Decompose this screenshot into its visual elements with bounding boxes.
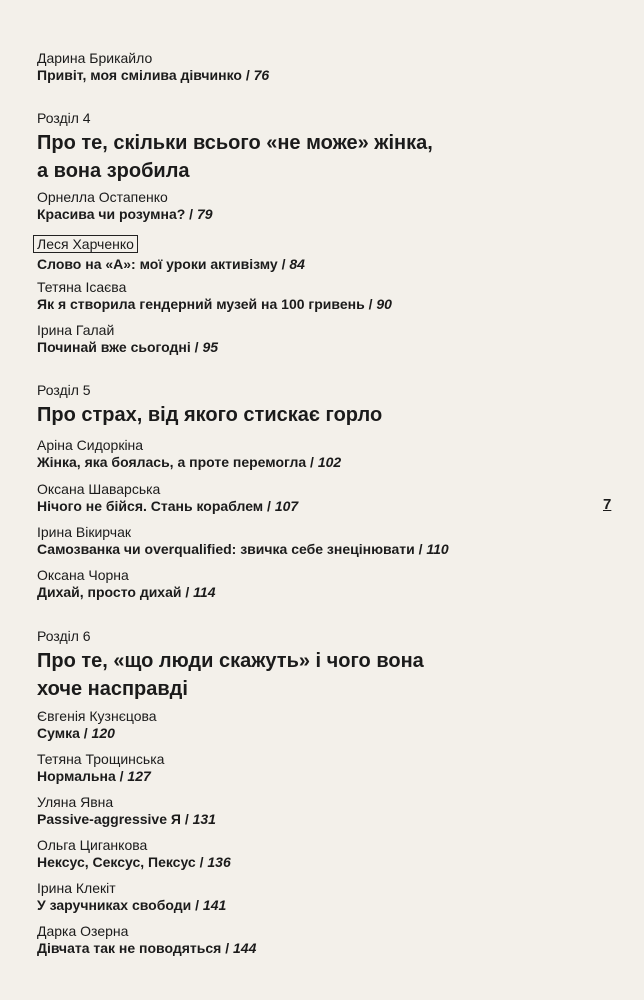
entry-title: Нічого не бійся. Стань кораблем / 107 xyxy=(37,498,299,514)
entry-author: Уляна Явна xyxy=(37,794,114,810)
entry-author: Аріна Сидоркіна xyxy=(37,437,144,453)
entry-title: Самозванка чи overqualified: звичка себе знецінювати / 110 xyxy=(37,541,449,557)
entry-author: Дарина Брикайло xyxy=(37,50,153,66)
toc-entry xyxy=(37,880,226,914)
entry-page: 141 xyxy=(202,897,227,913)
toc-entry xyxy=(37,837,231,871)
section-5-title: Про страх, від якого стискає горло xyxy=(37,404,383,426)
entry-page: 110 xyxy=(426,541,449,557)
toc-entry xyxy=(37,708,157,742)
entry-title: Сумка / 120 xyxy=(37,725,115,741)
toc-entry xyxy=(37,567,215,601)
entry-author: Дарка Озерна xyxy=(37,923,129,939)
entry-title: Дихай, просто дихай / 114 xyxy=(37,584,216,600)
entry-author-highlighted: Леся Харченко xyxy=(33,235,138,253)
entry-title: Passive-aggressive Я / 131 xyxy=(37,811,216,827)
entry-author: Тетяна Трощинська xyxy=(37,751,165,767)
toc-entry xyxy=(37,794,216,828)
entry-author: Ірина Клекіт xyxy=(37,880,116,896)
entry-author: Тетяна Ісаєва xyxy=(37,279,127,295)
toc-entry xyxy=(37,279,392,313)
entry-page: 95 xyxy=(202,339,219,355)
entry-page: 127 xyxy=(127,768,151,784)
entry-title: Слово на «А»: мої уроки активізму / 84 xyxy=(37,256,305,272)
toc-entry xyxy=(37,481,298,515)
entry-page: 120 xyxy=(91,725,115,741)
entry-title: Як я створила гендерний музей на 100 гривень / 90 xyxy=(37,296,392,312)
entry-page: 102 xyxy=(317,454,342,470)
entry-page: 131 xyxy=(192,811,216,827)
entry-title: Дівчата так не поводяться / 144 xyxy=(37,940,257,956)
entry-title: Красива чи розумна? / 79 xyxy=(37,206,213,222)
toc-entry xyxy=(37,437,341,471)
entry-title: Жінка, яка боялась, а проте перемогла / 102 xyxy=(37,454,342,470)
entry-title: У заручниках свободи / 141 xyxy=(37,897,227,913)
entry-title: Нормальна / 127 xyxy=(37,768,151,784)
entry-author: Ірина Вікирчак xyxy=(37,524,131,540)
toc-entry xyxy=(37,236,305,273)
entry-author: Оксана Чорна xyxy=(37,567,129,583)
toc-entry xyxy=(37,751,164,785)
section-6-title: Про те, «що люди скажуть» і чого вона хоче насправді xyxy=(37,650,424,700)
entry-author: Орнелла Остапенко xyxy=(37,189,168,205)
toc-entry xyxy=(37,189,213,223)
entry-page: 84 xyxy=(289,256,305,272)
entry-title: Привіт, моя смілива дівчинко / 76 xyxy=(37,67,270,83)
section-5-label: Розділ 5 xyxy=(37,382,91,398)
section-4-label: Розділ 4 xyxy=(37,110,91,126)
entry-page: 107 xyxy=(274,498,299,514)
entry-page: 144 xyxy=(233,940,257,956)
entry-page: 79 xyxy=(196,206,213,222)
toc-entry-intro xyxy=(37,50,269,84)
toc-entry xyxy=(37,524,449,558)
entry-author: Оксана Шаварська xyxy=(37,481,161,497)
entry-page: 136 xyxy=(207,854,231,870)
toc-entry xyxy=(37,923,256,957)
page-number: 7 xyxy=(603,496,612,513)
entry-page: 76 xyxy=(253,67,270,83)
entry-title: Починай вже сьогодні / 95 xyxy=(37,339,219,355)
entry-author: Ольга Циганкова xyxy=(37,837,148,853)
entry-page: 114 xyxy=(193,584,216,600)
toc-entry xyxy=(37,322,218,356)
section-4-title: Про те, скільки всього «не може» жінка, а вона зробила xyxy=(37,132,433,182)
entry-title: Нексус, Сексус, Пексус / 136 xyxy=(37,854,231,870)
entry-author: Ірина Галай xyxy=(37,322,115,338)
entry-page: 90 xyxy=(376,296,392,312)
section-6-label: Розділ 6 xyxy=(37,628,91,644)
entry-author: Євгенія Кузнєцова xyxy=(37,708,157,724)
